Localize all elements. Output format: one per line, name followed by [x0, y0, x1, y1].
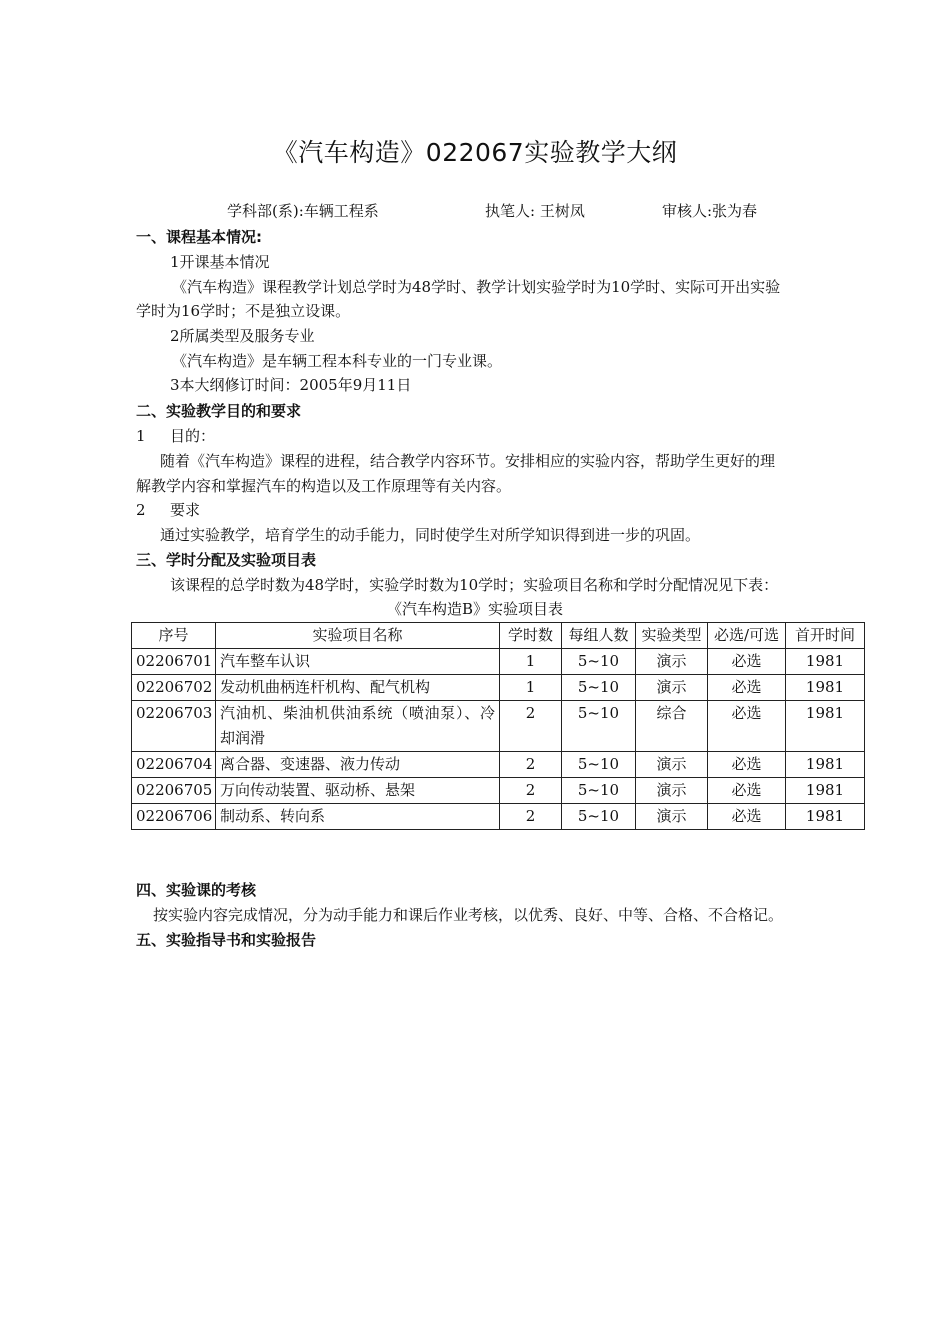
row-hours: 2: [500, 752, 562, 778]
row-first-year: 1981: [786, 701, 865, 752]
row-index: 02206705: [132, 778, 216, 804]
table-row: [132, 649, 865, 675]
row-group-size: 5~10: [562, 701, 636, 752]
sec1-item3: 3本大纲修订时间：2005年9月11日: [170, 376, 412, 394]
row-first-year: 1981: [786, 778, 865, 804]
col-header-name: 实验项目名称: [216, 623, 500, 649]
row-index: 02206706: [132, 804, 216, 830]
sec2-p2-title: 要求: [170, 501, 201, 519]
row-group-size: 5~10: [562, 752, 636, 778]
row-name: 万向传动装置、驱动桥、悬架: [216, 778, 500, 804]
sec2-p2-num: 2: [136, 501, 146, 519]
sec1-item2-title: 2所属类型及服务专业: [170, 327, 315, 345]
row-name: 制动系、转向系: [216, 804, 500, 830]
row-group-size: 5~10: [562, 649, 636, 675]
document-title: 《汽车构造》022067实验教学大纲: [272, 138, 678, 167]
row-type: 演示: [636, 778, 708, 804]
col-header-group-size: 每组人数: [562, 623, 636, 649]
row-type: 演示: [636, 804, 708, 830]
reviewer: 审核人:张为春: [662, 202, 758, 220]
sec3-intro: 该课程的总学时数为48学时，实验学时数为10学时；实验项目名称和学时分配情况见下表：: [170, 576, 779, 594]
sec2-p1-text-a: 随着《汽车构造》课程的进程，结合教学内容环节。安排相应的实验内容，帮助学生更好的理: [160, 452, 776, 470]
author: 执笔人: 王树凤: [485, 202, 585, 220]
row-first-year: 1981: [786, 752, 865, 778]
experiment-table: [131, 622, 865, 830]
row-required: 必选: [708, 675, 786, 701]
section-heading-2: 二、实验教学目的和要求: [136, 402, 302, 420]
col-header-type: 实验类型: [636, 623, 708, 649]
col-header-index: 序号: [132, 623, 216, 649]
sec2-p1-num: 1: [136, 427, 146, 445]
row-index: 02206704: [132, 752, 216, 778]
row-first-year: 1981: [786, 675, 865, 701]
row-index: 02206702: [132, 675, 216, 701]
row-hours: 2: [500, 804, 562, 830]
row-required: 必选: [708, 804, 786, 830]
row-name: 汽车整车认识: [216, 649, 500, 675]
row-required: 必选: [708, 701, 786, 752]
table-row: [132, 804, 865, 830]
row-required: 必选: [708, 649, 786, 675]
row-type: 综合: [636, 701, 708, 752]
sec1-item1-text-a: 《汽车构造》课程教学计划总学时为48学时、教学计划实验学时为10学时、实际可开出实验: [172, 278, 781, 296]
table-row: [132, 701, 865, 752]
sec1-item1-title: 1开课基本情况: [170, 253, 270, 271]
row-hours: 2: [500, 778, 562, 804]
row-group-size: 5~10: [562, 778, 636, 804]
sec2-p2-text: 通过实验教学，培育学生的动手能力，同时使学生对所学知识得到进一步的巩固。: [160, 526, 701, 544]
table-header-row: [132, 623, 865, 649]
col-header-first-year: 首开时间: [786, 623, 865, 649]
row-type: 演示: [636, 752, 708, 778]
section-heading-3: 三、学时分配及实验项目表: [136, 551, 317, 569]
table-row: [132, 778, 865, 804]
row-required: 必选: [708, 778, 786, 804]
row-hours: 1: [500, 649, 562, 675]
row-required: 必选: [708, 752, 786, 778]
row-name: 汽油机、柴油机供油系统（喷油泵）、冷却润滑: [216, 701, 500, 752]
section-heading-5: 五、实验指导书和实验报告: [136, 931, 317, 949]
row-index: 02206703: [132, 701, 216, 752]
row-type: 演示: [636, 675, 708, 701]
row-group-size: 5~10: [562, 675, 636, 701]
section-heading-4: 四、实验课的考核: [136, 881, 257, 899]
row-first-year: 1981: [786, 649, 865, 675]
department: 学科部(系):车辆工程系: [227, 202, 379, 220]
sec1-item1-text-b: 学时为16学时；不是独立设课。: [136, 302, 351, 320]
col-header-hours: 学时数: [500, 623, 562, 649]
table-row: [132, 752, 865, 778]
sec2-p1-text-b: 解教学内容和掌握汽车的构造以及工作原理等有关内容。: [136, 477, 512, 495]
section-heading-1: 一、课程基本情况:: [136, 228, 262, 246]
table-caption: 《汽车构造B》实验项目表: [386, 600, 564, 618]
row-first-year: 1981: [786, 804, 865, 830]
row-name: 发动机曲柄连杆机构、配气机构: [216, 675, 500, 701]
row-group-size: 5~10: [562, 804, 636, 830]
row-hours: 2: [500, 701, 562, 752]
meta-line: [227, 201, 379, 221]
row-type: 演示: [636, 649, 708, 675]
sec2-p1-title: 目的：: [170, 427, 216, 445]
sec4-text: 按实验内容完成情况，分为动手能力和课后作业考核，以优秀、良好、中等、合格、不合格记。: [153, 906, 784, 924]
row-hours: 1: [500, 675, 562, 701]
col-header-required: 必选/可选: [708, 623, 786, 649]
table-row: [132, 675, 865, 701]
sec1-item2-text: 《汽车构造》是车辆工程本科专业的一门专业课。: [172, 352, 503, 370]
row-name: 离合器、变速器、液力传动: [216, 752, 500, 778]
row-index: 02206701: [132, 649, 216, 675]
